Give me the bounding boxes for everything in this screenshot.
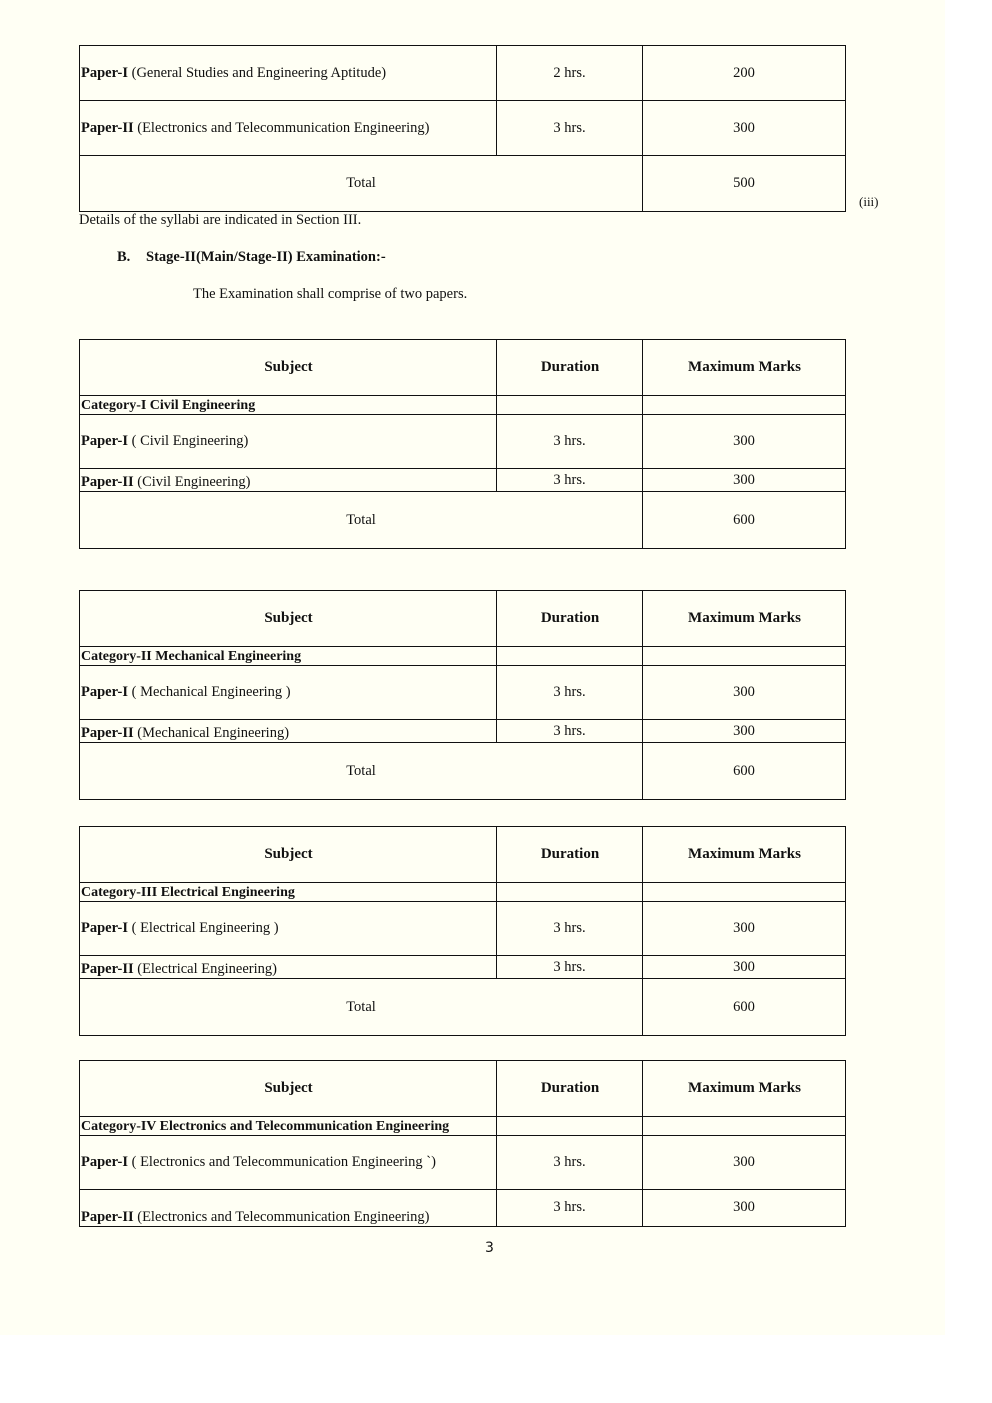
paper-label: Paper-I: [81, 64, 128, 81]
category-table: [79, 826, 846, 1036]
marks-cell: 300: [643, 415, 846, 469]
paper-subject: ( Electronics and Telecommunication Engineering `): [127, 1154, 436, 1170]
marks-cell: 300: [643, 101, 846, 156]
paper-subject: (Civil Engineering): [133, 474, 251, 490]
paper-label: Paper-I: [81, 433, 128, 449]
category-table: [79, 1060, 846, 1227]
header-row: [80, 827, 846, 883]
category-name: Category-IV Electronics and Telecommunication Engineering: [80, 1117, 497, 1136]
subject-cell: [80, 956, 497, 979]
table-row: [80, 956, 846, 979]
side-note: (iii): [859, 194, 879, 209]
empty-cell: [643, 647, 846, 666]
category-name: Category-III Electrical Engineering: [80, 883, 497, 902]
category-row: [80, 396, 846, 415]
category-row: [80, 883, 846, 902]
duration-cell: 3 hrs.: [497, 469, 643, 492]
paper-label: Paper-I: [81, 920, 128, 936]
subject-header: Subject: [80, 340, 497, 396]
table-row: [80, 1190, 846, 1227]
subject-cell: [80, 101, 497, 156]
total-row: [80, 743, 846, 800]
empty-cell: [643, 1117, 846, 1136]
header-row: [80, 591, 846, 647]
syllabi-note: Details of the syllabi are indicated in Section III.: [79, 212, 362, 228]
subject-cell: [80, 1136, 497, 1190]
total-label: Total: [80, 156, 643, 212]
total-marks: 600: [643, 743, 846, 800]
subject-header: Subject: [80, 827, 497, 883]
subject-header: Subject: [80, 1061, 497, 1117]
paper-subject: ( Electrical Engineering ): [127, 920, 279, 936]
marks-cell: 300: [643, 1190, 846, 1227]
duration-cell: 3 hrs.: [497, 720, 643, 743]
marks-header: Maximum Marks: [643, 827, 846, 883]
table-row: [80, 902, 846, 956]
paper-subject: (Electronics and Telecommunication Engineering): [133, 1209, 430, 1225]
marks-cell: 300: [643, 1136, 846, 1190]
subject-header: Subject: [80, 591, 497, 647]
paper-label: Paper-II: [81, 119, 134, 136]
header-row: [80, 1061, 846, 1117]
subject-cell: [80, 46, 497, 101]
paper-subject: (Electronics and Telecommunication Engineering): [133, 119, 430, 136]
paper-subject: ( Mechanical Engineering ): [127, 684, 291, 700]
empty-cell: [497, 647, 643, 666]
table-row: [80, 666, 846, 720]
section-heading: Stage-II(Main/Stage-II) Examination:-: [146, 249, 386, 265]
paper-label: Paper-II: [81, 725, 134, 741]
duration-cell: 3 hrs.: [497, 415, 643, 469]
category-row: [80, 647, 846, 666]
total-label: Total: [80, 492, 643, 549]
paper-label: Paper-II: [81, 1209, 134, 1225]
subject-cell: [80, 1190, 497, 1227]
total-marks: 500: [643, 156, 846, 212]
duration-header: Duration: [497, 827, 643, 883]
category-table: [79, 339, 846, 549]
paper-label: Paper-II: [81, 961, 134, 977]
category-name: Category-I Civil Engineering: [80, 396, 497, 415]
empty-cell: [497, 396, 643, 415]
subject-cell: [80, 415, 497, 469]
paper-subject: (Mechanical Engineering): [133, 725, 290, 741]
table-row: [80, 46, 846, 101]
subject-cell: [80, 720, 497, 743]
subject-cell: [80, 902, 497, 956]
duration-cell: 3 hrs.: [497, 902, 643, 956]
duration-cell: 3 hrs.: [497, 666, 643, 720]
empty-cell: [643, 396, 846, 415]
duration-header: Duration: [497, 1061, 643, 1117]
paper-label: Paper-I: [81, 1154, 128, 1170]
duration-cell: 3 hrs.: [497, 956, 643, 979]
table-row: [80, 1136, 846, 1190]
total-marks: 600: [643, 979, 846, 1036]
paper-label: Paper-I: [81, 684, 128, 700]
marks-cell: 200: [643, 46, 846, 101]
total-marks: 600: [643, 492, 846, 549]
marks-cell: 300: [643, 666, 846, 720]
duration-cell: 3 hrs.: [497, 1190, 643, 1227]
subject-cell: [80, 469, 497, 492]
paper-subject: ( Civil Engineering): [127, 433, 249, 449]
paper-subject: (General Studies and Engineering Aptitude): [127, 64, 387, 81]
marks-header: Maximum Marks: [643, 1061, 846, 1117]
duration-cell: 3 hrs.: [497, 1136, 643, 1190]
total-row: [80, 492, 846, 549]
total-row: [80, 979, 846, 1036]
paper-subject: (Electrical Engineering): [133, 961, 277, 977]
marks-cell: 300: [643, 956, 846, 979]
prelim-scheme-table: [79, 45, 846, 212]
marks-header: Maximum Marks: [643, 591, 846, 647]
duration-header: Duration: [497, 591, 643, 647]
category-row: [80, 1117, 846, 1136]
marks-cell: 300: [643, 902, 846, 956]
section-letter: B.: [117, 249, 131, 265]
total-label: Total: [80, 743, 643, 800]
marks-cell: 300: [643, 720, 846, 743]
table-row: [80, 101, 846, 156]
marks-header: Maximum Marks: [643, 340, 846, 396]
intro-text: The Examination shall comprise of two papers.: [193, 286, 468, 302]
subject-cell: [80, 666, 497, 720]
total-label: Total: [80, 979, 643, 1036]
total-row: [80, 156, 846, 212]
duration-header: Duration: [497, 340, 643, 396]
marks-cell: 300: [643, 469, 846, 492]
page-number: 3: [485, 1240, 494, 1256]
duration-cell: 3 hrs.: [497, 101, 643, 156]
empty-cell: [497, 1117, 643, 1136]
paper-label: Paper-II: [81, 474, 134, 490]
duration-cell: 2 hrs.: [497, 46, 643, 101]
category-name: Category-II Mechanical Engineering: [80, 647, 497, 666]
header-row: [80, 340, 846, 396]
table-row: [80, 415, 846, 469]
table-row: [80, 720, 846, 743]
empty-cell: [497, 883, 643, 902]
table-row: [80, 469, 846, 492]
category-table: [79, 590, 846, 800]
empty-cell: [643, 883, 846, 902]
